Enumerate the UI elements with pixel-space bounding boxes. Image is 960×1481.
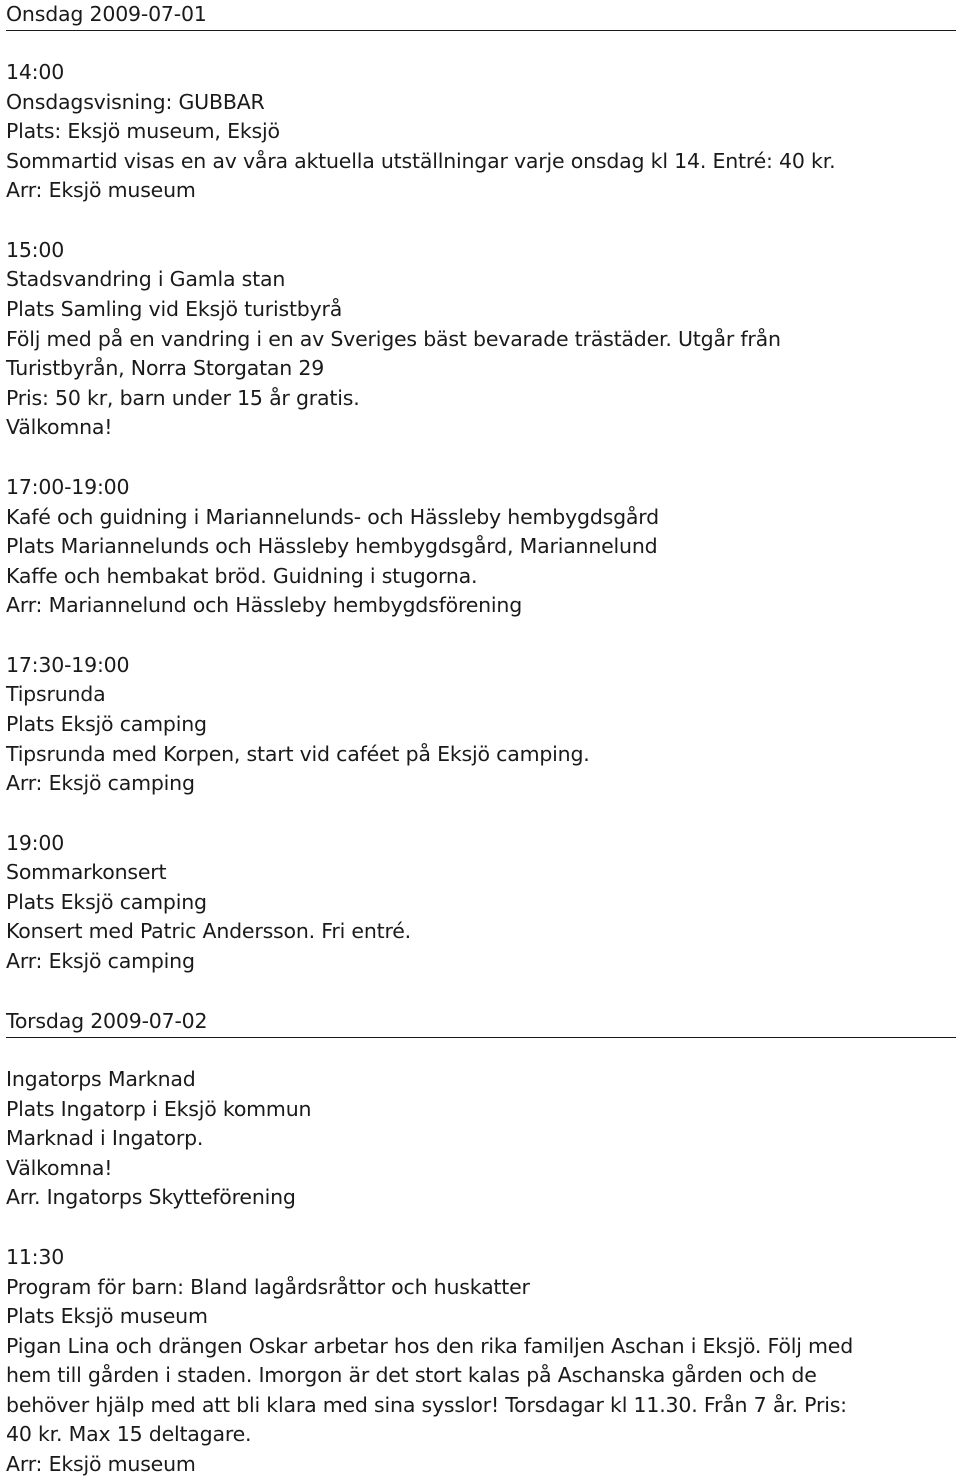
event-title: Kafé och guidning i Mariannelunds- och Hässleby hembygdsgård [6, 505, 659, 529]
event-time: 17:30-19:00 [6, 653, 130, 677]
event-description: Tipsrunda med Korpen, start vid caféet på Eksjö camping. [6, 742, 590, 766]
event-title: Sommarkonsert [6, 860, 167, 884]
event-title: Tipsrunda [6, 682, 106, 706]
day-heading: Torsdag 2009-07-02 [6, 1009, 208, 1033]
event-place: Plats Eksjö camping [6, 712, 207, 736]
event-place: Plats Samling vid Eksjö turistbyrå [6, 297, 343, 321]
event-place: Plats Eksjö museum [6, 1304, 208, 1328]
event-place: Plats Eksjö camping [6, 890, 207, 914]
event-place: Plats Ingatorp i Eksjö kommun [6, 1097, 312, 1121]
day-divider [6, 1037, 956, 1038]
event-description: Följ med på en vandring i en av Sveriges bäst bevarade trästäder. Utgår från [6, 327, 781, 351]
event-title: Onsdagsvisning: GUBBAR [6, 90, 265, 114]
event-organizer: Arr. Ingatorps Skytteförening [6, 1185, 296, 1209]
event-description: Välkomna! [6, 415, 113, 439]
event-time: 11:30 [6, 1245, 65, 1269]
event-description: Marknad i Ingatorp. [6, 1126, 204, 1150]
event-organizer: Arr: Mariannelund och Hässleby hembygdsförening [6, 593, 523, 617]
event-description: behöver hjälp med att bli klara med sina sysslor! Torsdagar kl 11.30. Från 7 år. Pris: [6, 1393, 847, 1417]
day-heading: Onsdag 2009-07-01 [6, 2, 207, 26]
event-description: 40 kr. Max 15 deltagare. [6, 1422, 252, 1446]
event-time: 14:00 [6, 60, 65, 84]
event-time: 19:00 [6, 831, 65, 855]
event-description: Turistbyrån, Norra Storgatan 29 [6, 356, 325, 380]
event-time: 15:00 [6, 238, 65, 262]
event-time: 17:00-19:00 [6, 475, 130, 499]
day-divider [6, 30, 956, 31]
event-description: Pigan Lina och drängen Oskar arbetar hos den rika familjen Aschan i Eksjö. Följ med [6, 1334, 854, 1358]
event-place: Plats Mariannelunds och Hässleby hembygdsgård, Mariannelund [6, 534, 658, 558]
event-description: Välkomna! [6, 1156, 113, 1180]
event-organizer: Arr: Eksjö museum [6, 1452, 196, 1476]
event-description: Kaffe och hembakat bröd. Guidning i stugorna. [6, 564, 478, 588]
event-title: Program för barn: Bland lagårdsråttor och huskatter [6, 1275, 530, 1299]
event-place: Plats: Eksjö museum, Eksjö [6, 119, 280, 143]
event-description: Pris: 50 kr, barn under 15 år gratis. [6, 386, 360, 410]
event-title: Stadsvandring i Gamla stan [6, 267, 286, 291]
event-description: Konsert med Patric Andersson. Fri entré. [6, 919, 411, 943]
event-organizer: Arr: Eksjö camping [6, 771, 195, 795]
event-description: Sommartid visas en av våra aktuella utställningar varje onsdag kl 14. Entré: 40 kr. [6, 149, 836, 173]
event-organizer: Arr: Eksjö camping [6, 949, 195, 973]
event-organizer: Arr: Eksjö museum [6, 178, 196, 202]
event-title: Ingatorps Marknad [6, 1067, 196, 1091]
event-description: hem till gården i staden. Imorgon är det stort kalas på Aschanska gården och de [6, 1363, 817, 1387]
